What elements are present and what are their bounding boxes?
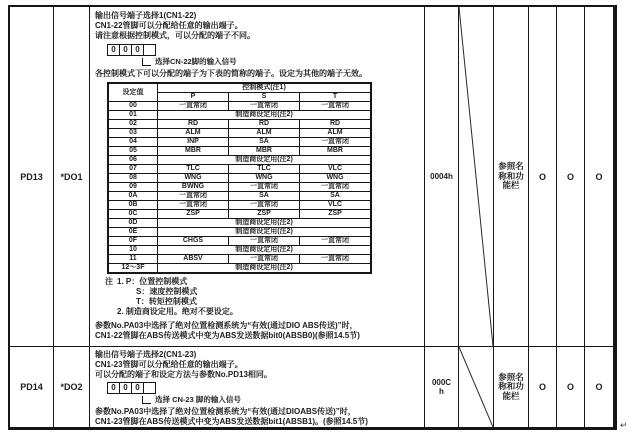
note-line <box>105 277 421 287</box>
col-header-mode-t: T <box>300 93 372 102</box>
setting-mode-cell: MBR <box>158 147 229 156</box>
diagonal-line <box>459 7 493 346</box>
setting-row <box>108 120 371 129</box>
reference-cell <box>494 347 529 427</box>
desc-line: 输出信号端子选择1(CN1-22) <box>95 11 197 20</box>
setting-mode-cell: MBR <box>300 147 372 156</box>
setting-mode-cell: 一直常闭 <box>158 201 229 210</box>
setting-mode-cell: 一直常闭 <box>229 102 300 111</box>
param-abbr-cell <box>54 347 90 427</box>
parameter-table <box>8 5 617 430</box>
initial-value-cell <box>425 7 459 346</box>
desc-line: CN1-22管脚可以分配给任意的输出端子。 <box>95 21 243 30</box>
setting-row <box>108 246 371 255</box>
note-line: S：速度控制模式 <box>136 287 198 296</box>
setting-value: 11 <box>108 255 158 264</box>
setting-mode-cell: MBR <box>229 147 300 156</box>
col-header-mode-s: S <box>229 93 300 102</box>
param-no-cell <box>10 7 54 346</box>
setting-mode-cell: SA <box>300 192 372 201</box>
setting-row <box>108 237 371 246</box>
setting-value: 03 <box>108 129 158 138</box>
setting-mode-cell: TLC <box>158 165 229 174</box>
digit-cell-blank <box>143 382 156 394</box>
setting-value: 08 <box>108 174 158 183</box>
col-header-control-mode: 控制模式(注1) <box>158 83 372 93</box>
digit-cell: 0 <box>107 382 120 394</box>
setting-mode-cell: ALM <box>158 129 229 138</box>
note-label: 注 <box>105 277 113 286</box>
footnote-block <box>95 321 421 341</box>
unit-cell <box>459 347 494 427</box>
note-line: T：转矩控制模式 <box>136 297 197 306</box>
setting-value: 12～3F <box>108 264 158 274</box>
paragraph-return-mark: ↵ <box>620 420 628 430</box>
param-no: PD13 <box>20 171 43 182</box>
settings-table-head <box>108 83 371 102</box>
col-header-setting-value: 设定值 <box>108 83 158 102</box>
footnote-line: CN1-23管脚在ABS传送模式中变为ABS发送数据bit1(ABSB1)。(参照14.5节) <box>95 417 368 426</box>
content-cell <box>90 347 425 427</box>
setting-row <box>108 147 371 156</box>
setting-row <box>108 219 371 228</box>
setting-value: 01 <box>108 111 158 120</box>
digit-cell: 0 <box>119 44 132 56</box>
setting-value: 0B <box>108 201 158 210</box>
mode-mark-t: O <box>595 171 603 182</box>
setting-mode-cell: SA <box>229 192 300 201</box>
setting-value: 00 <box>108 102 158 111</box>
setting-value: 09 <box>108 183 158 192</box>
setting-row <box>108 183 371 192</box>
setting-value: 0E <box>108 228 158 237</box>
content-cell <box>90 7 425 346</box>
note-text: 1. P：位置控制模式 <box>117 277 188 286</box>
reference-cell <box>494 7 529 346</box>
setting-mode-cell: TLC <box>229 165 300 174</box>
setting-mode-cell: WNG <box>158 174 229 183</box>
setting-mode-cell: 一直常闭 <box>229 255 300 264</box>
mode-mark-s: O <box>557 7 585 346</box>
note-line: 2. 制造商设定用。绝对不要设定。 <box>117 307 238 316</box>
setting-value: 02 <box>108 120 158 129</box>
setting-mode-cell: INP <box>158 138 229 147</box>
desc-line: CN1-23管脚可以分配给任意的输出端子。 <box>95 360 243 369</box>
setting-row <box>108 138 371 147</box>
setting-value: 07 <box>108 165 158 174</box>
setting-value: 05 <box>108 147 158 156</box>
param-abbr: *DO1 <box>60 171 83 182</box>
param-no-cell <box>10 347 54 427</box>
setting-row <box>108 129 371 138</box>
setting-mode-cell: 一直常闭 <box>300 102 372 111</box>
param-abbr-cell <box>54 7 90 346</box>
mode-mark-p: O <box>529 347 557 427</box>
setting-mode-cell: ABSV <box>158 255 229 264</box>
initial-value: 000Ch <box>431 378 452 396</box>
digit-caption-row <box>142 56 421 66</box>
connector-elbow <box>142 396 151 404</box>
setting-mode-cell: WNG <box>229 174 300 183</box>
setting-span-cell: 制造商设定用(注2) <box>158 156 372 165</box>
intro-line: 各控制模式下可以分配的端子为下表的简称的端子。设定为其他的端子无效。 <box>95 69 367 78</box>
setting-row <box>108 192 371 201</box>
setting-mode-cell: ZSP <box>229 210 300 219</box>
table-row-pd14 <box>10 347 613 427</box>
setting-row <box>108 264 371 274</box>
setting-mode-cell: SA <box>229 138 300 147</box>
connector-elbow <box>142 58 151 66</box>
digit-cell: 0 <box>131 44 144 56</box>
table-row-pd13 <box>10 7 613 347</box>
setting-row <box>108 201 371 210</box>
footnote-line: 参数No.PA03中选择了绝对位置检测系统为“有效(通过DIOABS传送)”时， <box>95 407 356 416</box>
setting-value: 0F <box>108 237 158 246</box>
diagonal-line <box>459 347 493 427</box>
digit-caption-row <box>142 394 421 404</box>
settings-table <box>107 82 372 274</box>
setting-mode-cell: CHGS <box>158 237 229 246</box>
param-no: PD14 <box>20 382 43 392</box>
setting-mode-cell: 一直常闭 <box>158 192 229 201</box>
setting-row <box>108 228 371 237</box>
settings-table-body <box>108 102 371 274</box>
notes-block <box>105 277 421 317</box>
setting-mode-cell: RD <box>158 120 229 129</box>
setting-mode-cell: 一直常闭 <box>158 102 229 111</box>
digit-cell: 0 <box>107 44 120 56</box>
digit-caption: 选择 CN-23 脚的输入信号 <box>155 395 241 404</box>
setting-mode-cell: ZSP <box>300 210 372 219</box>
setting-value: 0D <box>108 219 158 228</box>
footnote-block <box>95 407 421 427</box>
setting-mode-cell: 一直常闭 <box>300 237 372 246</box>
setting-span-cell: 制造商设定用(注2) <box>158 264 372 274</box>
digit-cell: 0 <box>131 382 144 394</box>
unit-cell <box>459 7 494 346</box>
setting-mode-cell: VLC <box>300 201 372 210</box>
setting-value: 10 <box>108 246 158 255</box>
setting-mode-cell: 一直常闭 <box>300 138 372 147</box>
digit-caption: 选择CN-22脚的输入信号 <box>155 57 237 66</box>
settings-header-row <box>108 83 371 93</box>
setting-mode-cell: ALM <box>300 129 372 138</box>
setting-digit-box <box>107 44 421 56</box>
mode-mark-s: O <box>557 347 585 427</box>
setting-mode-cell: RD <box>229 120 300 129</box>
initial-value-cell <box>425 347 459 427</box>
setting-row <box>108 102 371 111</box>
setting-span-cell: 制造商设定用(注2) <box>158 219 372 228</box>
col-header-mode-p: P <box>158 93 229 102</box>
desc-line: 请注意根据控制模式，可以分配的端子不同。 <box>95 31 255 40</box>
digit-cell-blank <box>143 44 156 56</box>
setting-mode-cell: ZSP <box>158 210 229 219</box>
desc-line: 可以分配的端子和设定方法与参数No.PD13相同。 <box>95 370 272 379</box>
setting-mode-cell: 一直常闭 <box>229 237 300 246</box>
setting-mode-cell: BWNG <box>158 183 229 192</box>
desc-line: 输出信号端子选择2(CN1-23) <box>95 350 197 359</box>
setting-value: 0C <box>108 210 158 219</box>
setting-mode-cell: 一直常闭 <box>300 183 372 192</box>
setting-row <box>108 255 371 264</box>
setting-row <box>108 174 371 183</box>
reference-text: 参照名称和功能栏 <box>498 161 524 191</box>
setting-span-cell: 制造商设定用(注2) <box>158 228 372 237</box>
setting-digit-box <box>107 382 421 394</box>
setting-row <box>108 210 371 219</box>
initial-value: 0004h <box>430 172 453 181</box>
setting-mode-cell: 一直常闭 <box>229 183 300 192</box>
setting-mode-cell: RD <box>300 120 372 129</box>
footnote-line: CN1-22管脚在ABS传送模式中变为ABS发送数据bit0(ABSB0)(参照14.5节) <box>95 331 360 340</box>
digit-cell: 0 <box>119 382 132 394</box>
setting-span-cell: 制造商设定用(注2) <box>158 111 372 120</box>
setting-mode-cell: VLC <box>300 165 372 174</box>
setting-value: 0A <box>108 192 158 201</box>
mode-mark-t: O <box>595 382 603 392</box>
setting-value: 04 <box>108 138 158 147</box>
param-abbr: *DO2 <box>60 382 83 392</box>
setting-mode-cell: 一直常闭 <box>300 255 372 264</box>
setting-row <box>108 165 371 174</box>
footnote-line: 参数No.PA03中选择了绝对位置检测系统为“有效(通过DIO ABS传送)”时， <box>95 321 358 330</box>
setting-row <box>108 111 371 120</box>
setting-span-cell: 制造商设定用(注2) <box>158 246 372 255</box>
setting-mode-cell: 一直常闭 <box>229 201 300 210</box>
setting-mode-cell: ALM <box>229 129 300 138</box>
mode-mark-p: O <box>529 7 557 346</box>
setting-value: 06 <box>108 156 158 165</box>
setting-mode-cell: WNG <box>300 174 372 183</box>
reference-text: 参照名称和功能栏 <box>498 371 524 401</box>
setting-row <box>108 156 371 165</box>
